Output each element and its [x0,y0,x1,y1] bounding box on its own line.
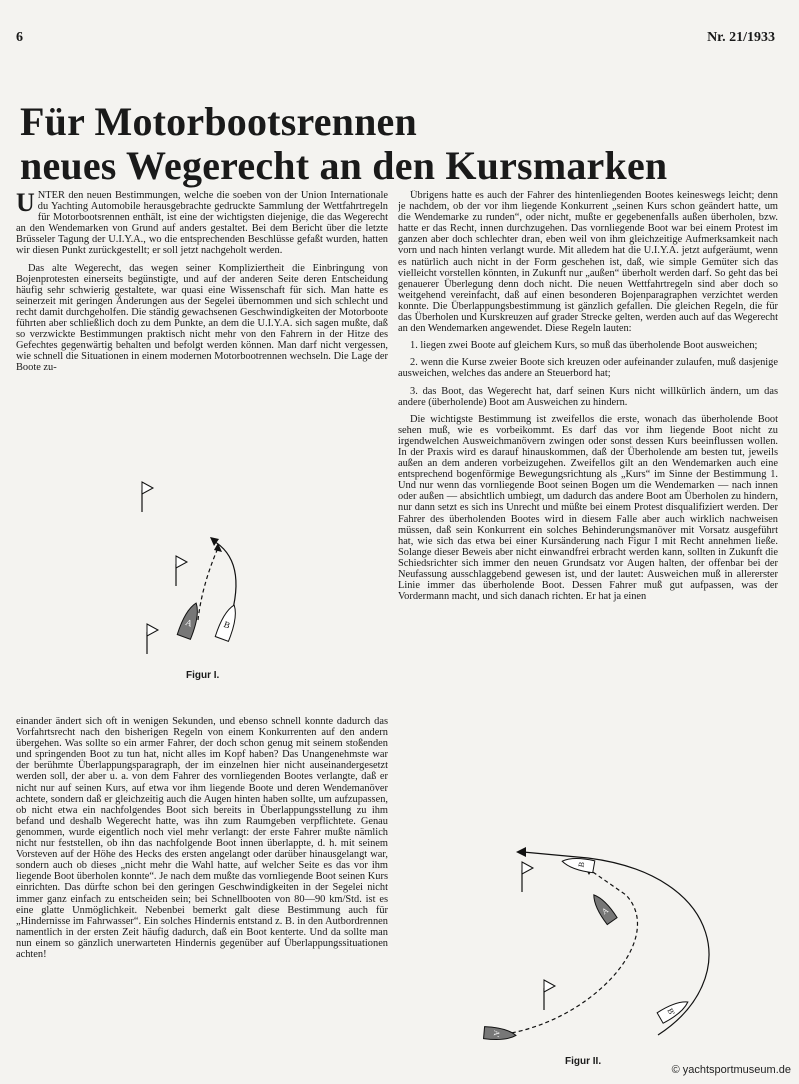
left-column-top [16,190,388,458]
paragraph: Die wichtigste Bestimmung ist zweifellos die erste, wonach das überholende Boot sehen muß, wie es vorbeikommt. Es darf das vor ihm liegende Boot nicht zu irgendwelchen Ausweichmanövern zwingen oder sonst dessen Kurs beeinflussen wollen. In der Praxis wird es darauf hinauskommen, daß der Überholende am besten tut, jeweils außen an dem anderen vorbeizugehen. Zweifellos gilt an den Wendemarken auch eine entsprechend bogenförmige Bewegungsrichtung als „Kurs“ im Sinne der Bestimmung 1. Und nur wenn das vornliegende Boot seinen Bogen um die Wendemarken — nach innen oder außen — absichtlich umbiegt, um dadurch das andere Boot am Überholen zu hindern, nur dann setzt es sich ins Unrecht und müßte bei einem Protest disqualifiziert werden. Der Fahrer des überholenden Bootes wird in diesem Falle aber auch wirklich nachweisen müssen, daß sein Konkurrent ein solches Behinderungsmanöver mit Vorsatz ausgeführt hat, wie sich das etwa bei einer Kursänderung nach Figur I mit Recht annehmen ließe. Solange dieser Beweis aber nicht einwandfrei erbracht werden kann, sollten in Zukunft die Schiedsrichter sich immer den neuen Grundsatz vor Augen halten, der offenbar bei der Neufassung ausschlaggebend gewesen ist, und der lautet: Ausweichen muß in allererster Linie immer das überholende Boot. Dessen Fahrer muß gut aufpassen, was der Vordermann macht, und sich danach richten. Er hat ja einen [398,413,778,603]
course-path-a [498,870,637,1035]
rule-item-2: 2. wenn die Kurse zweier Boote sich kreuzen oder aufeinander zulaufen, muß dasjenige ausweichen, welches das andere an Steuerbord hat; [398,357,778,380]
rule-item-3: 3. das Boot, das Wegerecht hat, darf seinen Kurs nicht willkürlich ändern, um das andere (überholende) Boot am Ausweichen zu hindern. [398,385,778,408]
right-column [398,190,778,854]
article-title [20,100,780,188]
arrow-icon [516,847,526,857]
boat-a-label: A [184,617,194,629]
course-path-a [198,548,218,620]
watermark: © yachtsportmuseum.de [671,1064,791,1076]
figure-2-caption: Figur II. [565,1056,602,1067]
boat-a [177,601,203,640]
paragraph [16,190,388,257]
boat-b-prime [657,997,691,1024]
left-column-bottom [16,716,388,1074]
boat-a-label: A [600,905,610,917]
page-number: 6 [16,30,23,45]
boat-a-prime [484,1027,517,1042]
figure-1-diagram [130,470,290,660]
boat-a-prime-label: A' [491,1029,502,1038]
figure-2-diagram [478,830,778,1055]
rule-item-1: 1. liegen zwei Boote auf gleichem Kurs, so muß das überholende Boot ausweichen; [410,340,758,352]
boat-b-label: B [222,619,232,631]
boat-b [215,603,241,642]
buoy-flag-icon [142,482,153,512]
paragraph: einander ändert sich oft in wenigen Sekunden, und ebenso schnell konnte dadurch das Vorfahrtsrecht nach den bisherigen Regeln von einem Konkurrenten auf den andern übergehen. Was sollte so ein armer Fahrer, der doch schon genug mit seinem stoßenden und springenden Boot zu tun hat, nicht alles im Kopf haben? Das Unangenehmste war der berühmte Überlappungsparagraph, der im einzelnen hier nicht auseinandergesetzt werden soll, der aber u. a. von dem Fahrer des vornliegenden Bootes verlangte, daß er nicht nur auf seinen Kurs, auf etwa vor ihm liegende Boote und deren Wendemanöver achtete, sondern daß er gleichzeitig auch die Augen hinten haben sollte, um aufzupassen, ob nicht etwa ein nachfolgendes Boot sich bereits in Überlappungsstellung zu ihm befand und deshalb Wegerecht hatte, was ihn zum Raumgeben verpflichtete. Genau genommen, wurde eigentlich noch viel mehr verlangt: der erste Fahrer mußte nämlich nicht nur feststellen, ob ihn das nachfolgende Boot innen überlappte, d. h. mit seinem Vorsteven auf der Höhe des Hecks des ersten angelangt oder darüber hinausgelangt war, sondern auch ob dieses „nicht mehr die Wahl hatte, auf welcher Seite es das vor ihm liegende Boot überholen konnte“. Je nach dem mußte das vornliegende Boot seinen Kurs einrichten. Das dürfte schon bei den geringen Geschwindigkeiten in der Segelei nicht immer ganz einfach zu entscheiden sein; bei Schnellbooten von 80—90 km/Std. ist es eine glatte Unmöglichkeit. Nebenbei bemerkt galt diese Bestimmung auch für „Hindernisse im Fahrwasser“. Ein solches Hindernis entstand z. B. in den Autbordrennen namentlich in der ersten Zeit häufig dadurch, daß ein Boot kenterte. Und da sollte man nun einem so gänzlich unerwarteten Hindernis gegenüber auf Überlappungssituationen achten! [16,716,388,960]
boat-b-label: B [576,861,587,869]
buoy-flag-icon [522,862,533,892]
figure-1-caption: Figur I. [186,670,220,681]
boat-b-prime-label: B' [665,1006,677,1017]
drop-cap: U [16,190,35,217]
paragraph-text: NTER den neuen Bestimmungen, welche die soeben von der Union Internationale du Yachting Automobile herausgebrachte gedruckte Sammlung der Wettfahrtregeln für Motorbootsrennen enthält, ist eine der wichtigsten diejenige, die das Wegerecht an den Wendemarken von Grund auf anders gestaltet. Bei dem Bericht über die letzte Brüsseler Tagung der U.I.Y.A., wo die entsprechenden Beschlüsse gefaßt wurden, hatten wir diesen Punkt zurückgestellt; er soll jetzt nachgeholt werden. [16,190,388,257]
paragraph: Das alte Wegerecht, das wegen seiner Kompliziertheit die Einbringung von Bojenprotesten einerseits begünstigte, und auf der anderen Seite deren Entscheidung häufig sehr schwierig gestaltete, war quasi eine Wissenschaft für sich. Man hatte es seinerzeit mit geringen Änderungen aus der Segelei übernommen und sich schlecht und recht damit durchgeholfen. Die ständig gewachsenen Geschwindigkeiten der Motorboote führten aber schließlich doch zu dem Punkte, an dem die U.I.Y.A. sich sagen mußte, daß so verzwickte Bestimmungen praktisch nicht mehr von den Fahrern in der Hitze des Gefechtes gegenwärtig behalten und befolgt werden können. Man darf nicht vergessen, wie schnell die Situationen in einem modernen Motorbootrennen wechseln. Die Lage der Boote zu- [16,262,388,374]
boat-a [589,891,617,924]
issue-number: Nr. 21/1933 [707,30,775,45]
paragraph: Übrigens hatte es auch der Fahrer des hintenliegenden Bootes keineswegs leicht; denn je nachdem, ob der vor ihm liegende Konkurrent „seinen Kurs schon geändert hatte, um die Wendemarke zu runden“, oder nicht, mußte er gegebenenfalls außen überholen, bzw. hatte er das Recht, innen durchzugehen. Das vornliegende Boot war bei einem Protest im ganzen aber doch schlechter dran, eben weil von ihm gleichzeitige Aufmerksamkeit nach vorn und nach hinten verlangt wurde. Mit alledem hat die U.I.Y.A. jetzt aufgeräumt, wenn es natürlich auch nicht in der Form geschehen ist, daß, wie simple Gemüter sich das vielleicht vorstellen könnten, in Zukunft nur „außen“ überholt werden darf. So geht das bei genauerer Überlegung denn doch nicht. Die neuen Wettfahrtregeln sind aber doch so weitgehend vereinfacht, daß auf einen besonderen Bojenparagraphen verzichtet werden konnte. Die Überlappungsbestimmung ist gänzlich gefallen. Die gleichen Regeln, die für das Überholen und Kurskreuzen auf grader Strecke gelten, werden auch auf das Wegerecht an den Wendemarken angewendet. Diese Regeln lauten: [398,190,778,335]
buoy-flag-icon [544,980,555,1010]
title-line-1: Für Motorbootsrennen [20,99,417,144]
buoy-flag-icon [176,556,187,586]
buoy-flag-icon [147,624,158,654]
title-line-2: neues Wegerecht an den Kursmarken [20,143,668,188]
